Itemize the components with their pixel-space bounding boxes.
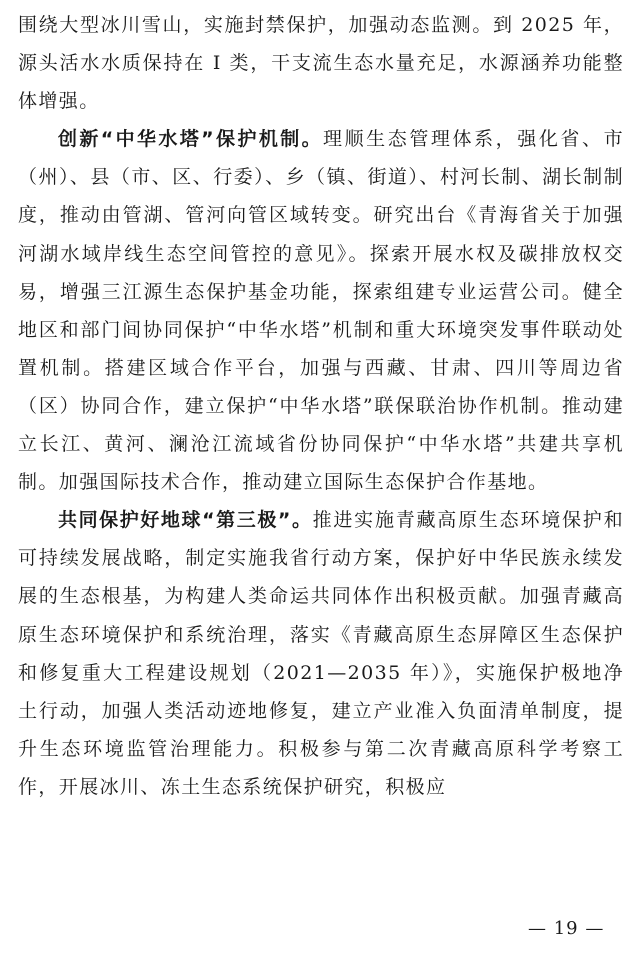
document-page (18, 6, 624, 806)
paragraph-2 (18, 120, 624, 501)
paragraph-2-text: 理顺生态管理体系，强化省、市（州）、县（市、区、行委）、乡（镇、街道）、村河长制、湖长制制度，推动由管湖、管河向管区域转变。研究出台《青海省关于加强河湖水域岸线生态空间管控的意见》。探索开展水权及碳排放权交易，增强三江源生态保护基金功能，探索组建专业运营公司。健全地区和部门间协同保护“中华水塔”机制和重大环境突发事件联动处置机制。搭建区域合作平台，加强与西藏、甘肃、四川等周边省（区）协同合作，建立保护“中华水塔”联保联治协作机制。推动建立长江、黄河、澜沧江流域省份协同保护“中华水塔”共建共享机制。加强国际技术合作，推动建立国际生态保护合作基地。 (18, 128, 624, 494)
page-number: — 19 — (528, 918, 605, 939)
paragraph-2-heading: 创新“中华水塔”保护机制。 (58, 128, 323, 151)
paragraph-3-heading: 共同保护好地球“第三极”。 (58, 509, 313, 532)
paragraph-1 (18, 6, 624, 120)
paragraph-1-text: 围绕大型冰川雪山，实施封禁保护，加强动态监测。到 2025 年，源头活水水质保持在 I 类，干支流生态水量充足，水源涵养功能整体增强。 (18, 14, 624, 113)
paragraph-3-text: 推进实施青藏高原生态环境保护和可持续发展战略，制定实施我省行动方案，保护好中华民族永续发展的生态根基，为构建人类命运共同体作出积极贡献。加强青藏高原生态环境保护和系统治理，落实《青藏高原生态屏障区生态保护和修复重大工程建设规划（2021—2035 年）》，实施保护极地净土行动，加强人类活动迹地修复，建立产业准入负面清单制度，提升生态环境监管治理能力。积极参与第二次青藏高原科学考察工作，开展冰川、冻土生态系统保护研究，积极应 (18, 509, 624, 798)
paragraph-3 (18, 501, 624, 806)
